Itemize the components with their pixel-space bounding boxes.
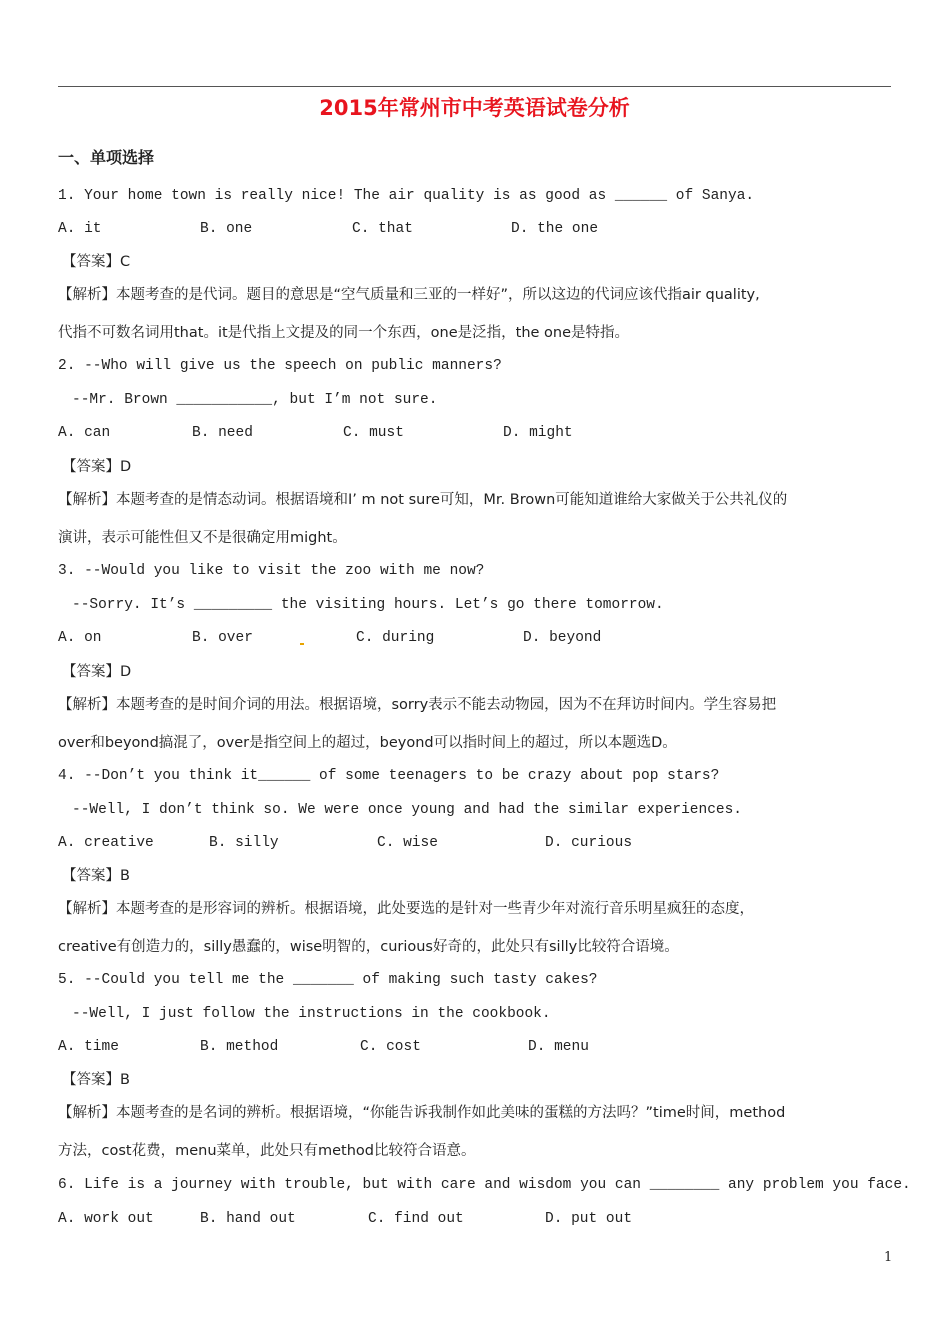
q4-option-d: D. curious bbox=[545, 835, 633, 851]
q1-option-c: C. that bbox=[352, 221, 413, 237]
q2-option-b: B. need bbox=[192, 425, 253, 441]
q1-explanation-line2: 代指不可数名词用that。it是代指上文提及的同一个东西，one是泛指，the one是特指。 bbox=[58, 325, 630, 341]
q3-explanation-line1: 【解析】本题考查的是时间介词的用法。根据语境，sorry表示不能去动物园，因为不在拜访时间内。学生容易把 bbox=[58, 697, 777, 713]
page-title: 2015年常州市中考英语试卷分析 bbox=[319, 96, 630, 120]
q1-option-a: A. it bbox=[58, 221, 102, 237]
q2-option-c: C. must bbox=[343, 425, 404, 441]
q6-option-a: A. work out bbox=[58, 1211, 154, 1227]
q4-explanation-line1: 【解析】本题考查的是形容词的辨析。根据语境，此处要选的是针对一些青少年对流行音乐明星疯狂的态度， bbox=[58, 901, 754, 917]
q4-stem-line2: --Well, I don’t think so. We were once young and had the similar experiences. bbox=[72, 802, 743, 818]
q3-answer: 【答案】D bbox=[62, 664, 132, 680]
q3-option-b: B. over bbox=[192, 630, 253, 646]
q1-option-d: D. the one bbox=[511, 221, 599, 237]
q2-stem-line1: 2. --Who will give us the speech on public manners? bbox=[58, 358, 502, 374]
header-rule bbox=[58, 86, 891, 87]
q2-stem-line2: --Mr. Brown ___________, but I’m not sure. bbox=[72, 392, 438, 408]
q3-option-d: D. beyond bbox=[523, 630, 602, 646]
q5-answer: 【答案】B bbox=[62, 1072, 130, 1088]
q4-option-a: A. creative bbox=[58, 835, 154, 851]
q5-explanation-line2: 方法，cost花费，menu菜单，此处只有method比较符合语意。 bbox=[58, 1143, 476, 1159]
q1-explanation-line1: 【解析】本题考查的是代词。题目的意思是“空气质量和三亚的一样好”，所以这边的代词应该代指air quality, bbox=[58, 287, 760, 303]
q5-option-a: A. time bbox=[58, 1039, 119, 1055]
page-number: 1 bbox=[884, 1250, 893, 1265]
q6-stem: 6. Life is a journey with trouble, but with care and wisdom you can ________ any problem you face. bbox=[58, 1177, 911, 1193]
q4-answer: 【答案】B bbox=[62, 868, 130, 884]
q5-option-b: B. method bbox=[200, 1039, 279, 1055]
stray-mark bbox=[300, 643, 304, 645]
q6-option-b: B. hand out bbox=[200, 1211, 296, 1227]
q6-option-c: C. find out bbox=[368, 1211, 464, 1227]
q2-answer: 【答案】D bbox=[62, 459, 132, 475]
q3-stem-line1: 3. --Would you like to visit the zoo with me now? bbox=[58, 563, 485, 579]
q5-option-c: C. cost bbox=[360, 1039, 421, 1055]
q3-explanation-line2: over和beyond搞混了，over是指空间上的超过，beyond可以指时间上的超过，所以本题选D。 bbox=[58, 735, 677, 751]
q1-option-b: B. one bbox=[200, 221, 253, 237]
q4-explanation-line2: creative有创造力的，silly愚蠢的，wise明智的，curious好奇的，此处只有silly比较符合语境。 bbox=[58, 939, 679, 955]
q2-option-d: D. might bbox=[503, 425, 573, 441]
section-heading: 一、单项选择 bbox=[58, 148, 155, 167]
q2-option-a: A. can bbox=[58, 425, 111, 441]
q2-explanation-line1: 【解析】本题考查的是情态动词。根据语境和I’ m not sure可知，Mr. Brown可能知道谁给大家做关于公共礼仪的 bbox=[58, 492, 788, 508]
q3-option-c: C. during bbox=[356, 630, 435, 646]
q3-stem-line2: --Sorry. It’s _________ the visiting hours. Let’s go there tomorrow. bbox=[72, 597, 664, 613]
q3-option-a: A. on bbox=[58, 630, 102, 646]
q5-explanation-line1: 【解析】本题考查的是名词的辨析。根据语境，“你能告诉我制作如此美味的蛋糕的方法吗？”time时间，method bbox=[58, 1105, 786, 1121]
q1-stem: 1. Your home town is really nice! The air quality is as good as ______ of Sanya. bbox=[58, 188, 755, 204]
q4-option-c: C. wise bbox=[377, 835, 438, 851]
q1-answer: 【答案】C bbox=[62, 254, 131, 270]
q4-stem-line1: 4. --Don’t you think it______ of some teenagers to be crazy about pop stars? bbox=[58, 768, 720, 784]
q6-option-d: D. put out bbox=[545, 1211, 633, 1227]
q5-stem-line2: --Well, I just follow the instructions in the cookbook. bbox=[72, 1006, 551, 1022]
q4-option-b: B. silly bbox=[209, 835, 279, 851]
q5-stem-line1: 5. --Could you tell me the _______ of making such tasty cakes? bbox=[58, 972, 598, 988]
q5-option-d: D. menu bbox=[528, 1039, 589, 1055]
q2-explanation-line2: 演讲，表示可能性但又不是很确定用might。 bbox=[58, 530, 347, 546]
